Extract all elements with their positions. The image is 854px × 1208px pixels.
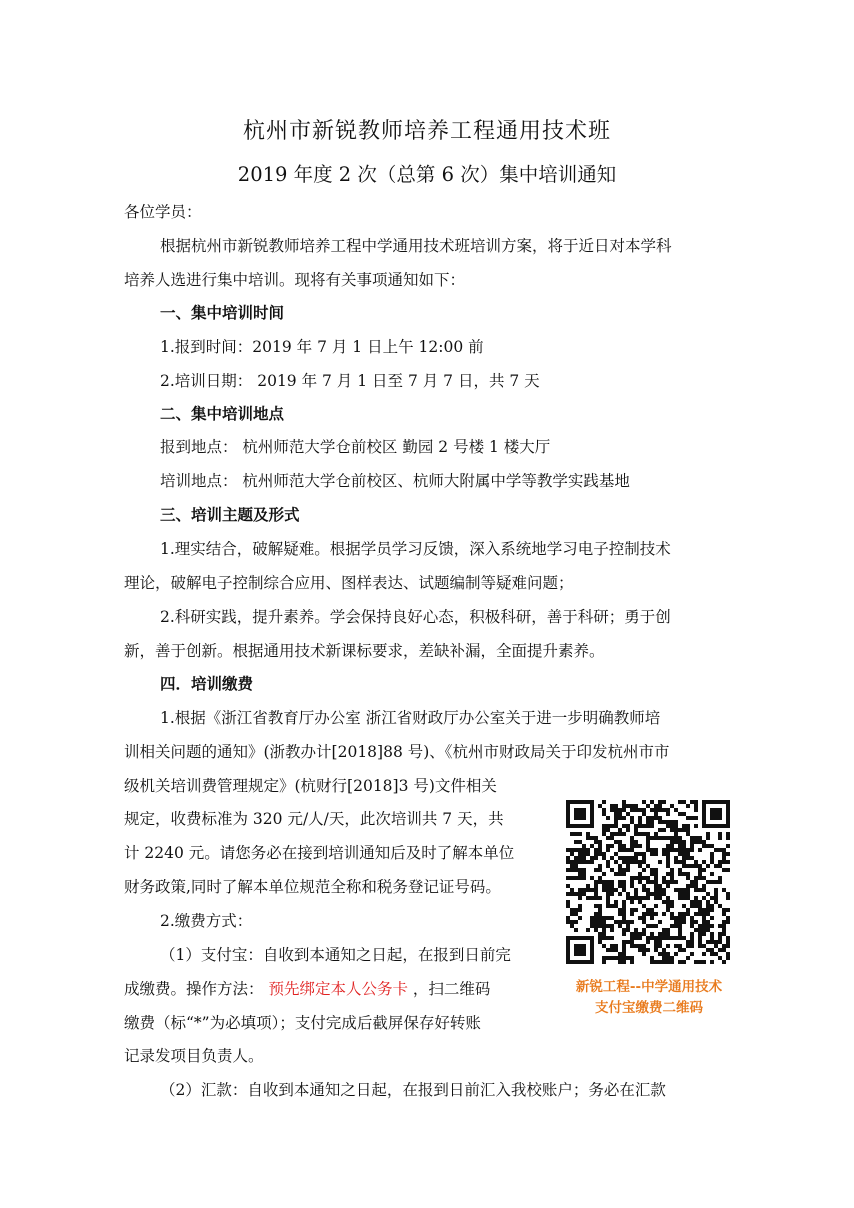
fee-line: 财务政策,同时了解本单位规范全称和税务登记证号码。	[124, 878, 501, 896]
alipay-line: 缴费（标“*”为必填项）；支付完成后截屏保存好转账	[124, 1014, 481, 1032]
fee-line: 级机关培训费管理规定》(杭财行[2018]3 号)文件相关	[124, 777, 497, 795]
topic-line: 1.理实结合，破解疑难。根据学员学习反馈，深入系统地学习电子控制技术	[160, 540, 671, 558]
topic-line: 新，善于创新。根据通用技术新课标要求，差缺补漏，全面提升素养。	[124, 642, 605, 660]
fee-line: 计 2240 元。请您务必在接到培训通知后及时了解本单位	[124, 844, 515, 862]
operation-suffix: ，扫二维码	[407, 980, 491, 998]
training-location: 培训地点： 杭州师范大学仓前校区、杭师大附属中学等教学实践基地	[160, 472, 630, 490]
training-dates: 2.培训日期： 2019 年 7 月 1 日至 7 月 7 日，共 7 天	[160, 372, 540, 390]
topic-line: 2.科研实践，提升素养。学会保持良好心态，积极科研，善于科研；勇于创	[160, 608, 671, 626]
qr-code-icon[interactable]	[566, 800, 730, 964]
report-time: 1.报到时间：2019 年 7 月 1 日上午 12:00 前	[160, 338, 484, 356]
qr-caption-line1: 新锐工程--中学通用技术	[575, 979, 723, 995]
qr-modules	[566, 800, 730, 964]
qr-caption-line2: 支付宝缴费二维码	[595, 1000, 703, 1016]
topic-line: 理论，破解电子控制综合应用、图样表达、试题编制等疑难问题；	[124, 574, 574, 592]
section-heading-fees: 四．培训缴费	[160, 674, 254, 693]
document-title: 杭州市新锐教师培养工程通用技术班	[242, 119, 611, 144]
fee-line: 训相关问题的通知》(浙教办计[2018]88 号)、《杭州市财政局关于印发杭州市市	[124, 743, 670, 761]
alipay-line: （1）支付宝：自收到本通知之日起，在报到日前完	[160, 946, 511, 964]
document-subtitle: 2019 年度 2 次（总第 6 次）集中培训通知	[237, 163, 617, 186]
alipay-operation	[124, 979, 490, 999]
greeting: 各位学员：	[124, 203, 202, 221]
operation-prefix: 成缴费。操作方法：	[124, 980, 269, 998]
section-heading-topics: 三、培训主题及形式	[160, 505, 300, 524]
highlight-bind-card: 预先绑定本人公务卡	[268, 980, 408, 998]
section-heading-location: 二、集中培训地点	[160, 404, 285, 423]
report-location: 报到地点： 杭州师范大学仓前校区 勤园 2 号楼 1 楼大厅	[160, 438, 551, 456]
intro-line: 根据杭州市新锐教师培养工程中学通用技术班培训方案，将于近日对本学科	[160, 237, 672, 255]
payment-methods: 2.缴费方式：	[160, 912, 253, 930]
alipay-line: 记录发项目负责人。	[124, 1047, 264, 1065]
intro-line: 培养人选进行集中培训。现将有关事项通知如下：	[124, 271, 466, 289]
remittance-line: （2）汇款：自收到本通知之日起，在报到日前汇入我校账户；务必在汇款	[160, 1081, 666, 1099]
fee-line: 规定，收费标准为 320 元/人/天，此次培训共 7 天，共	[124, 810, 504, 828]
fee-line: 1.根据《浙江省教育厅办公室 浙江省财政厅办公室关于进一步明确教师培	[160, 709, 661, 727]
section-heading-time: 一、集中培训时间	[160, 303, 285, 322]
